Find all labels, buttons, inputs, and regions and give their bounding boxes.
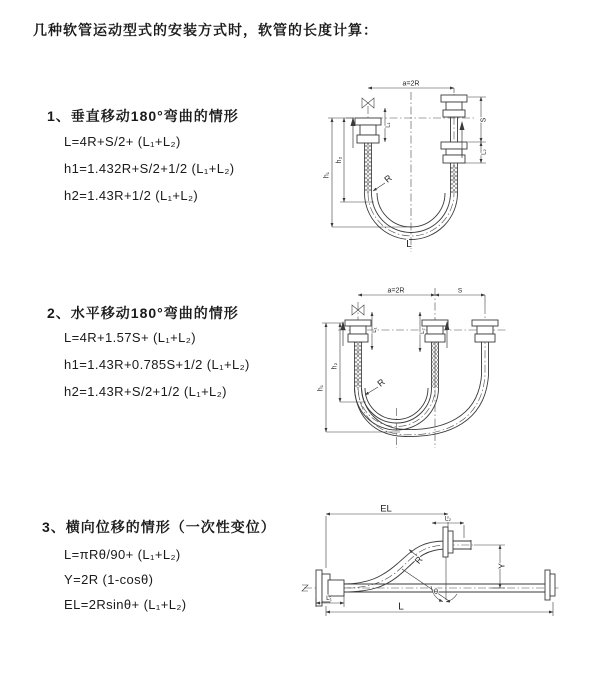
dim-label-h2: h₂ bbox=[331, 362, 339, 370]
diagram-vertical-180-bend bbox=[310, 70, 595, 265]
section2-formula-h2: h2=1.43R+S/2+1/2 (L₁+L₂) bbox=[64, 384, 227, 399]
dim-label-l2: L₂ bbox=[481, 149, 488, 155]
radius-label: R bbox=[412, 554, 425, 566]
dim-label-y: Y bbox=[496, 563, 507, 569]
diagram-lateral-displacement bbox=[298, 500, 598, 650]
dim-label-l1: L₁ bbox=[385, 122, 392, 128]
length-label: L bbox=[406, 239, 412, 250]
radius-label: R bbox=[382, 172, 394, 185]
dimension-labels bbox=[324, 81, 488, 251]
dim-label-a2r: a=2R bbox=[402, 80, 420, 88]
section3-formula-l: L=πRθ/90+ (L₁+L₂) bbox=[64, 547, 181, 562]
dim-label-h1: h₁ bbox=[317, 384, 325, 392]
section3-heading: 3、横向位移的情形（一次性变位） bbox=[42, 519, 276, 535]
dim-label-l: L bbox=[398, 601, 404, 613]
dimension-lines bbox=[322, 295, 485, 432]
section1-formula-h1: h1=1.432R+S/2+1/2 (L₁+L₂) bbox=[64, 161, 235, 176]
section3-formula-y: Y=2R (1-cosθ) bbox=[64, 572, 154, 587]
dimension-lines bbox=[316, 514, 553, 616]
centerlines bbox=[338, 288, 506, 448]
section1-heading: 1、垂直移动180°弯曲的情形 bbox=[47, 108, 239, 124]
angle-construction bbox=[402, 557, 457, 602]
dim-label-el: EL bbox=[380, 503, 392, 515]
dim-label-l2: L₂ bbox=[444, 515, 452, 523]
section1-formula-l: L=4R+S/2+ (L₁+L₂) bbox=[64, 134, 181, 149]
dim-label-l1: L₁ bbox=[372, 327, 378, 333]
diagram-horizontal-180-bend bbox=[310, 280, 595, 465]
dim-label-a2r: a=2R bbox=[387, 287, 405, 295]
dim-label-h1: h₁ bbox=[323, 171, 331, 179]
dimension-labels bbox=[326, 504, 506, 613]
braid-sections bbox=[355, 342, 439, 388]
section3-formula-el: EL=2Rsinθ+ (L₁+L₂) bbox=[64, 597, 187, 612]
section1-formula-h2: h2=1.43R+1/2 (L₁+L₂) bbox=[64, 188, 199, 203]
dim-label-l1: L₁ bbox=[326, 595, 332, 602]
theta-label: θ bbox=[433, 587, 439, 596]
page-title: 几种软管运动型式的安装方式时，软管的长度计算： bbox=[33, 22, 378, 38]
dim-label-s: S bbox=[480, 117, 488, 123]
section2-formula-l: L=4R+1.57S+ (L₁+L₂) bbox=[64, 330, 196, 345]
radius-label: R bbox=[375, 376, 387, 389]
section2-formula-h1: h1=1.43R+0.785S+1/2 (L₁+L₂) bbox=[64, 357, 250, 372]
dim-label-l2: L₂ bbox=[420, 328, 426, 334]
section2-heading: 2、水平移动180°弯曲的情形 bbox=[47, 305, 239, 321]
dim-label-s: S bbox=[457, 287, 463, 295]
dim-label-h2: h₂ bbox=[336, 156, 343, 164]
